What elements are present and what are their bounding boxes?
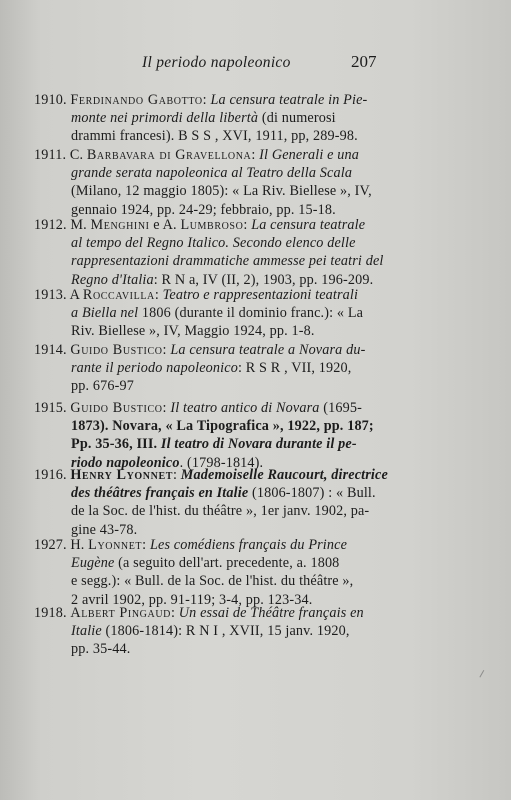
- entry-text-segment: :: [243, 217, 252, 233]
- entry-text-segment: 1910.: [34, 92, 71, 108]
- entry-text-segment: La censura teatrale: [251, 217, 366, 233]
- entry-text-segment: 2 avril 1902, pp. 91-119; 3-4, pp. 123-34.: [71, 591, 313, 608]
- entry-text-segment: 1912. M.: [34, 217, 91, 233]
- entry-text-segment: (di numerosi: [258, 110, 336, 127]
- entry-text-segment: :: [251, 147, 260, 163]
- entry-text-segment: e A.: [149, 217, 181, 233]
- entry-text-segment: :: [162, 400, 171, 416]
- entry-text-segment: Il teatro antico di Novara: [170, 400, 320, 416]
- entry-text-segment: :: [202, 92, 211, 108]
- entry-text-segment: :: [142, 537, 150, 553]
- entry-line: [71, 360, 351, 376]
- entry-line: [71, 378, 134, 394]
- entry-text-segment: :: [154, 287, 163, 303]
- entry-text-segment: : R S R , VII, 1920,: [237, 360, 352, 377]
- entry-text-segment: Barbavara di Gravellona: [86, 147, 252, 163]
- entry-text-segment: 1911. C.: [34, 147, 87, 163]
- entry-text-segment: 1806 (durante il dominio franc.): « La: [138, 305, 364, 322]
- entry-line: [71, 128, 358, 144]
- entry-first-line: [34, 287, 358, 303]
- entry-line: [71, 323, 315, 339]
- entry-text-segment: :: [162, 342, 171, 358]
- entry-text-segment: (1806-1814): R N I , XVII, 15 janv. 1920,: [101, 623, 350, 640]
- entry-text-segment: pp. 35-44.: [71, 641, 131, 658]
- entry-text-segment: drammi francesi). B S S , XVI, 1911, pp, 289-98.: [71, 128, 358, 145]
- entry-line: [71, 165, 352, 181]
- entry-text-segment: Riv. Biellese », IV, Maggio 1924, pp. 1-8.: [71, 323, 315, 340]
- entry-first-line: [34, 92, 367, 108]
- entry-text-segment: (Milano, 12 maggio 1805): « La Riv. Biellese », IV,: [71, 183, 372, 200]
- entry-text-segment: e segg.): « Bull. de la Soc. de l'hist. du théâtre »,: [71, 573, 354, 590]
- entry-line: [71, 573, 353, 589]
- entry-first-line: [34, 605, 364, 621]
- entry-text-segment: Ferdinando Gabotto: [70, 92, 203, 108]
- entry-text-segment: :: [170, 605, 179, 621]
- entry-line: [71, 623, 350, 639]
- entry-line: [71, 485, 376, 501]
- entry-text-segment: . (1798-1814).: [179, 454, 264, 471]
- entry-text-segment: Guido Bustico: [70, 400, 163, 416]
- entry-line: [71, 272, 373, 288]
- entry-text-segment: Il Generali e una: [259, 147, 360, 163]
- entry-text-segment: 1916.: [34, 467, 71, 483]
- entry-text-segment: 1913. A: [34, 287, 83, 303]
- entry-line: [71, 235, 356, 251]
- entry-text-segment: (1806-1807) : « Bull.: [248, 485, 376, 502]
- entry-first-line: [34, 147, 359, 163]
- entry-text-segment: 1915.: [34, 400, 71, 416]
- entry-text-segment: gine 43-78.: [71, 521, 138, 538]
- entry-line: [71, 436, 357, 452]
- entry-text-segment: 1873). Novara, « La Tipografica », 1922, pp. 187;: [71, 418, 374, 435]
- entry-text-segment: : R N a, IV (II, 2), 1903, pp. 196-209.: [153, 271, 374, 288]
- entry-first-line: [34, 342, 365, 358]
- entry-text-segment: riodo napoleonico: [71, 454, 180, 471]
- entry-text-segment: :: [173, 467, 181, 483]
- entry-text-segment: Roccavilla: [82, 287, 155, 303]
- entry-line: [71, 305, 363, 321]
- entry-text-segment: (a seguito dell'art. precedente, a. 1808: [114, 555, 340, 572]
- entry-text-segment: Un essai de Théâtre français en: [178, 605, 364, 621]
- entry-text-segment: grande serata napoleonica al Teatro della Scala: [71, 165, 353, 182]
- entry-text-segment: Henry Lyonnet: [70, 467, 173, 483]
- entry-text-segment: 1927. H.: [34, 537, 89, 553]
- page-header: [0, 52, 511, 76]
- entry-text-segment: Les comédiens français du Prince: [149, 537, 348, 553]
- entry-text-segment: rante il periodo napoleonico: [71, 360, 238, 377]
- entry-first-line: [34, 537, 347, 553]
- entry-first-line: [34, 217, 365, 233]
- running-title: Il periodo napoleonico: [142, 54, 291, 71]
- entry-text-segment: rappresentazioni drammatiche ammesse pei teatri del: [71, 253, 384, 270]
- entry-line: [71, 522, 137, 538]
- entry-line: [71, 555, 339, 571]
- entry-text-segment: (1695-: [319, 400, 362, 416]
- entry-text-segment: monte nei primordi della libertà: [71, 110, 259, 127]
- entry-text-segment: Eugène: [71, 555, 115, 572]
- entry-line: [71, 110, 336, 126]
- entry-line: [71, 202, 336, 218]
- entry-text-segment: Lyonnet: [88, 537, 143, 553]
- entry-text-segment: de la Soc. de l'hist. du théâtre », 1er janv. 1902, pa-: [71, 503, 370, 520]
- entry-first-line: [34, 400, 362, 416]
- entry-first-line: [34, 467, 388, 483]
- entry-text-segment: Menghini: [90, 217, 150, 233]
- entry-text-segment: al tempo del Regno Italico. Secondo elenco delle: [71, 235, 356, 252]
- entry-text-segment: Albert Pingaud: [70, 605, 171, 621]
- entry-text-segment: a Biella nel: [71, 305, 139, 322]
- entry-line: [71, 641, 130, 657]
- entry-line: [71, 183, 372, 199]
- entry-text-segment: Lumbroso: [180, 217, 244, 233]
- entry-text-segment: Mademoiselle Raucourt, directrice: [180, 467, 388, 483]
- entry-line: [71, 503, 369, 519]
- entry-line: [71, 253, 384, 269]
- entry-text-segment: La censura teatrale a Novara du-: [170, 342, 366, 358]
- page-mark: [479, 670, 488, 680]
- entry-text-segment: 1918.: [34, 605, 71, 621]
- entry-text-segment: Regno d'Italia: [71, 271, 154, 288]
- entry-text-segment: gennaio 1924, pp. 24-29; febbraio, pp. 15-18.: [71, 201, 336, 218]
- entry-text-segment: pp. 676-97: [71, 378, 134, 395]
- entry-text-segment: Il teatro di Novara durante il pe-: [160, 436, 357, 453]
- entry-text-segment: La censura teatrale in Pie-: [210, 92, 368, 108]
- entry-text-segment: Guido Bustico: [70, 342, 163, 358]
- entry-text-segment: Italie: [71, 623, 102, 640]
- entry-text-segment: Pp. 35-36, III.: [71, 436, 161, 453]
- entry-text-segment: des théâtres français en Italie: [71, 485, 249, 502]
- entry-text-segment: 1914.: [34, 342, 71, 358]
- entry-line: [71, 418, 374, 434]
- page-number: 207: [351, 52, 377, 71]
- entry-text-segment: Teatro e rappresentazioni teatrali: [162, 287, 359, 303]
